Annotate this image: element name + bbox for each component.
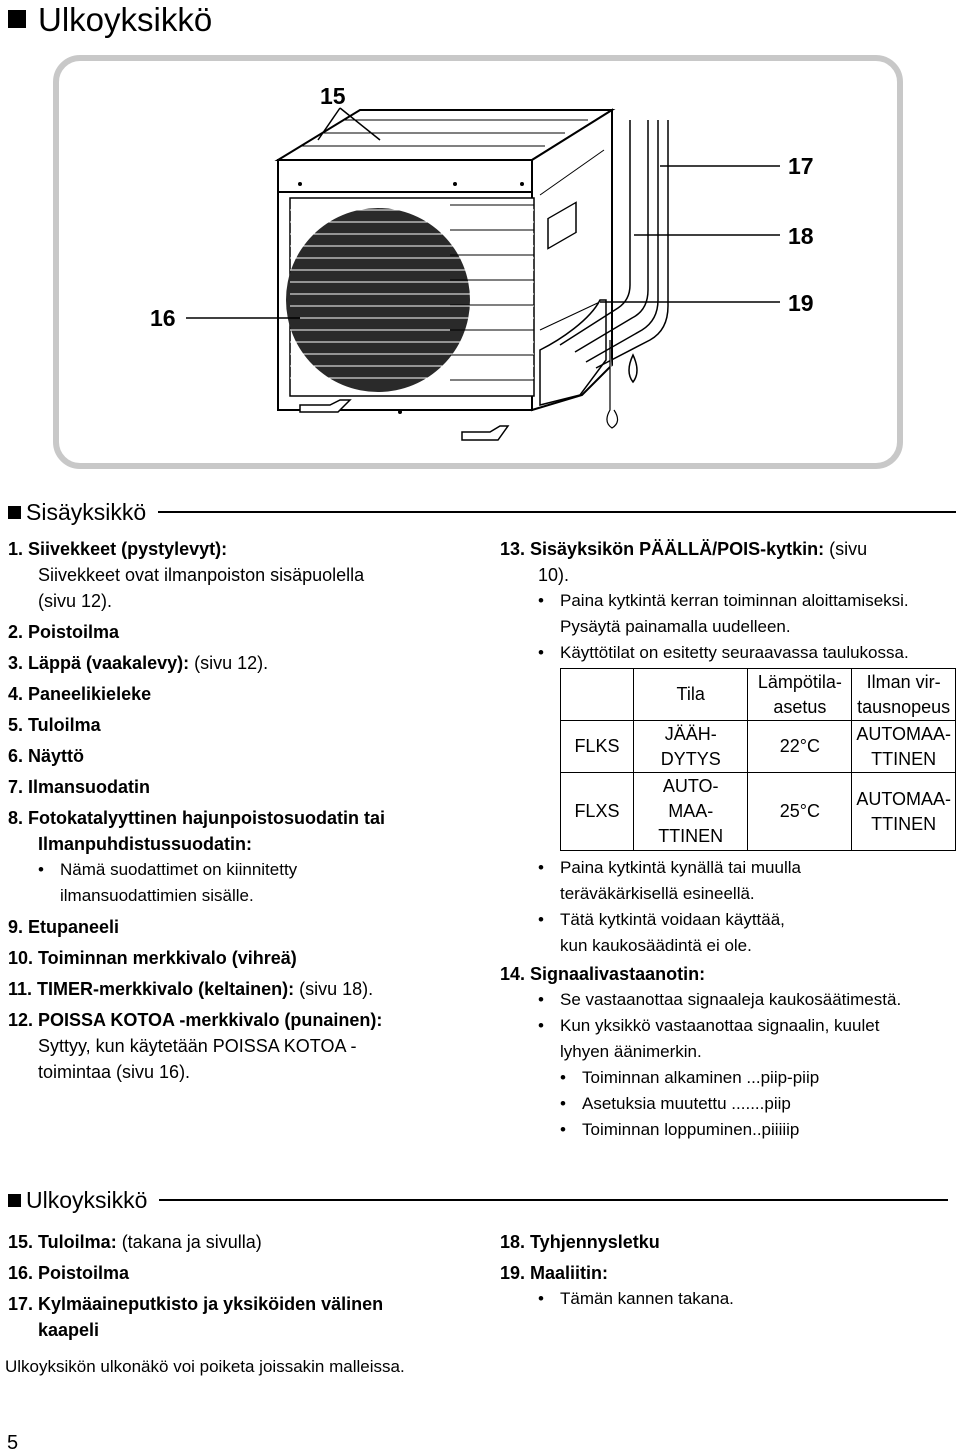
outdoor-section-header	[8, 1186, 948, 1214]
item-9: 9. Etupaneeli	[8, 917, 120, 937]
page-number: 5	[7, 1432, 19, 1454]
section-rule	[159, 1199, 948, 1201]
item-12-text: Syttyy, kun käytetään POISSA KOTOA -	[38, 1036, 357, 1056]
callout-19: 19	[788, 290, 814, 316]
item-4: 4. Paneelikieleke	[8, 684, 152, 704]
indoor-section-title: Sisäyksikkö	[26, 499, 147, 525]
item-17-cont: kaapeli	[38, 1320, 100, 1340]
outdoor-left-column	[8, 1229, 478, 1343]
item-8: 8. Fotokatalyyttinen hajunpoistosuodatin tai	[8, 808, 386, 828]
item-11: 11. TIMER-merkkivalo (keltainen): (sivu 18).	[8, 979, 374, 999]
water-drop-icon	[629, 355, 637, 382]
callout-16: 16	[150, 305, 176, 331]
table-cell-mode: AUTO- MAA- TTINEN	[633, 773, 748, 851]
square-bullet-icon	[8, 10, 26, 28]
item-13-bullets: • Paina kytkintä kerran toiminnan aloittamiseksi. Pysäytä painamalla uudelleen. • Käyttötilat on esitetty seuraavassa taulukossa.	[500, 588, 956, 666]
callout-15: 15	[320, 83, 346, 109]
item-12: 12. POISSA KOTOA -merkkivalo (punainen):	[8, 1010, 383, 1030]
table-cell-model: FLXS	[561, 773, 634, 851]
indoor-section-header	[8, 498, 956, 526]
table-cell-airflow: AUTOMAA- TTINEN	[852, 773, 956, 851]
table-corner	[561, 669, 634, 721]
heading-text: Ulkoyksikkö	[38, 1, 213, 38]
item-13: 13. Sisäyksikön PÄÄLLÄ/POIS-kytkin: (sivu	[500, 539, 868, 559]
outdoor-note: Ulkoyksikön ulkonäkö voi poiketa joissakin malleissa.	[5, 1357, 405, 1376]
table-header-airflow: Ilman vir- tausnopeus	[852, 669, 956, 721]
square-bullet-icon	[8, 506, 21, 519]
item-13-text: 10).	[538, 565, 570, 585]
front-grille	[286, 198, 534, 396]
outdoor-section-title: Ulkoyksikkö	[26, 1187, 148, 1213]
item-15: 15. Tuloilma: (takana ja sivulla)	[8, 1232, 262, 1252]
item-5: 5. Tuloilma	[8, 715, 101, 735]
item-6: 6. Näyttö	[8, 746, 85, 766]
item-16: 16. Poistoilma	[8, 1263, 130, 1283]
table-row	[561, 721, 956, 773]
table-header-mode: Tila	[633, 669, 748, 721]
indoor-right-column	[500, 536, 956, 1143]
item-8-bullet: • Nämä suodattimet on kiinnitetty ilmansuodattimien sisälle.	[8, 857, 478, 909]
item-1-text: Siivekkeet ovat ilmanpoiston sisäpuolella	[38, 565, 365, 585]
page-heading	[8, 2, 212, 38]
callout-17: 17	[788, 153, 814, 179]
item-12-text: toimintaa (sivu 16).	[38, 1062, 191, 1082]
callout-18: 18	[788, 223, 814, 249]
item-17: 17. Kylmäaineputkisto ja yksiköiden välinen	[8, 1294, 384, 1314]
item-19-bullet: • Tämän kannen takana.	[538, 1286, 956, 1312]
section-rule	[158, 511, 956, 513]
item-14: 14. Signaalivastaanotin:	[500, 964, 706, 984]
item-1-text: (sivu 12).	[38, 591, 113, 611]
mode-table	[560, 668, 956, 851]
item-2: 2. Poistoilma	[8, 622, 120, 642]
unit-rim	[278, 160, 532, 192]
item-13-bullets-2: • Paina kytkintä kynällä tai muulla teräväkärkisellä esineellä. • Tätä kytkintä voidaan käyttää, kun kaukosäädintä ei ole.	[500, 855, 956, 959]
unit-foot	[462, 426, 508, 440]
item-8-cont: Ilmanpuhdistussuodatin:	[38, 834, 252, 854]
table-cell-temp: 22°C	[748, 721, 852, 773]
table-cell-temp: 25°C	[748, 773, 852, 851]
item-19: 19. Maaliitin:	[500, 1263, 609, 1283]
item-7: 7. Ilmansuodatin	[8, 777, 151, 797]
table-cell-mode: JÄÄH- DYTYS	[633, 721, 748, 773]
outdoor-unit-figure	[52, 52, 904, 470]
table-cell-airflow: AUTOMAA- TTINEN	[852, 721, 956, 773]
item-10: 10. Toiminnan merkkivalo (vihreä)	[8, 948, 297, 968]
item-18: 18. Tyhjennysletku	[500, 1232, 660, 1252]
table-row	[561, 773, 956, 851]
table-header-temp: Lämpötila- asetus	[748, 669, 852, 721]
table-cell-model: FLKS	[561, 721, 634, 773]
item-1: 1. Siivekkeet (pystylevyt):	[8, 539, 228, 559]
item-14-bullets: • Se vastaanottaa signaaleja kaukosäätimestä. • Kun yksikkö vastaanottaa signaalin, kuulet lyhyen äänimerkin. • Toiminnan alkaminen ...piip-piip • Asetuksia muutettu .......piip • Toiminnan loppuminen..piiiiip	[500, 987, 956, 1143]
indoor-left-column	[8, 536, 478, 1085]
square-bullet-icon	[8, 1194, 21, 1207]
item-3: 3. Läppä (vaakalevy): (sivu 12).	[8, 653, 269, 673]
outdoor-right-column	[500, 1229, 956, 1312]
